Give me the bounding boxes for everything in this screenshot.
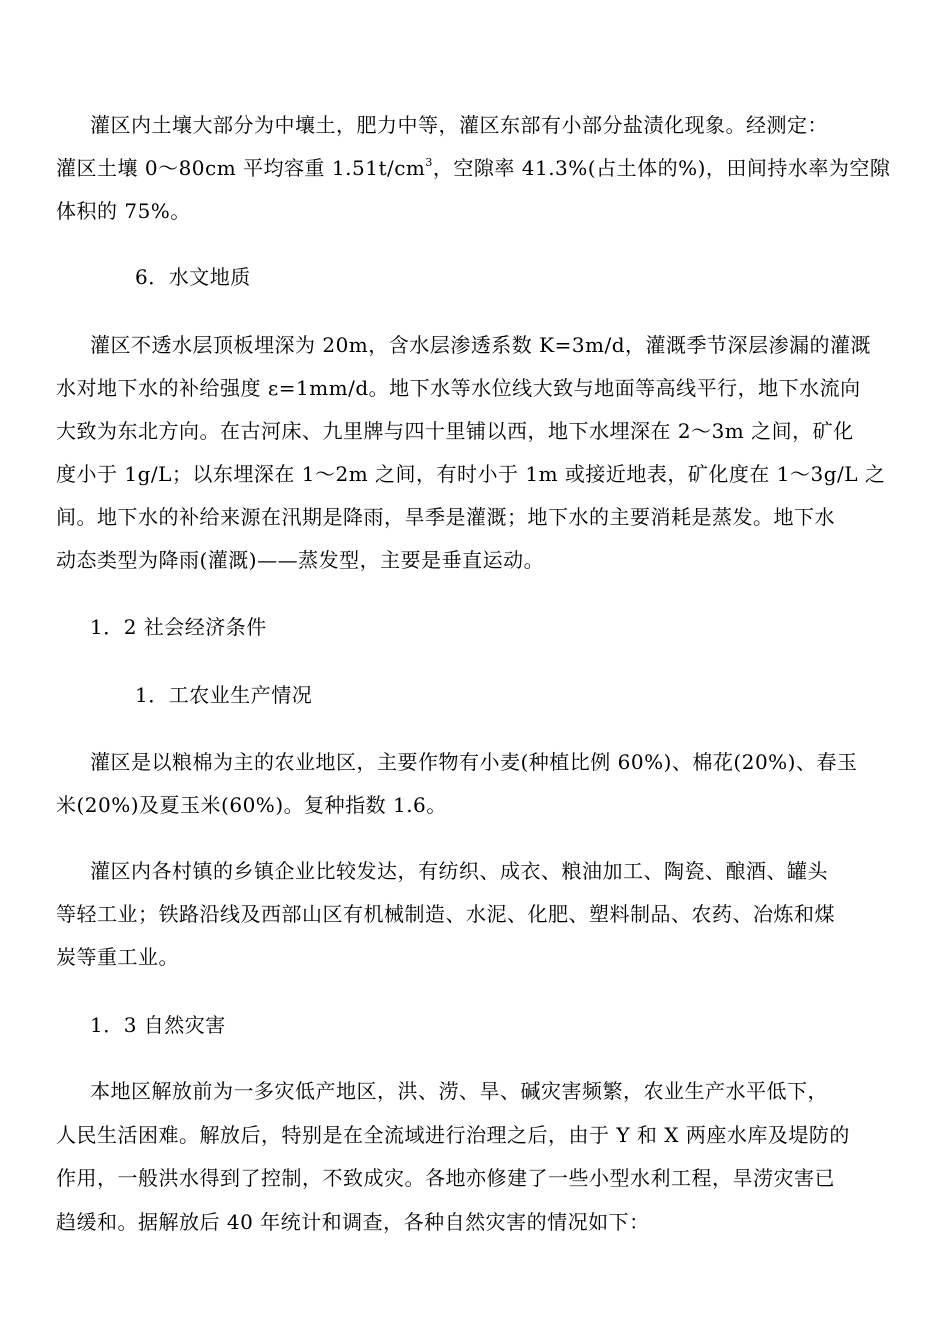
soil-line2-text-cont: ，空隙率 41.3%(占土体的%)，田间持水率为空隙 xyxy=(432,156,891,180)
subsection-heading-industry-agriculture: 1．工农业生产情况 xyxy=(135,683,313,707)
soil-paragraph-line-3: 体积的 75%。 xyxy=(56,199,191,223)
soil-line2-text: 灌区土壤 0～80cm 平均容重 1.51t/cm xyxy=(56,156,426,180)
hydro-paragraph-line-3: 大致为东北方向。在古河床、九里牌与四十里铺以西，地下水埋深在 2～3m 之间，矿化 xyxy=(56,419,854,443)
section-heading-natural-disasters: 1．3 自然灾害 xyxy=(90,1013,226,1037)
section-heading-social-economy: 1．2 社会经济条件 xyxy=(90,615,267,639)
section-heading-hydrogeology: 6．水文地质 xyxy=(135,265,251,289)
disaster-paragraph-line-3: 作用，一般洪水得到了控制，不致成灾。各地亦修建了一些小型水利工程，旱涝灾害已 xyxy=(56,1166,835,1190)
superscript-3: 3 xyxy=(425,156,433,169)
disaster-paragraph-line-1: 本地区解放前为一多灾低产地区，洪、涝、旱、碱灾害频繁，农业生产水平低下， xyxy=(90,1079,828,1103)
soil-paragraph-line-1: 灌区内土壤大部分为中壤土，肥力中等，灌区东部有小部分盐渍化现象。经测定： xyxy=(90,113,828,137)
hydro-paragraph-line-5: 间。地下水的补给来源在汛期是降雨，旱季是灌溉；地下水的主要消耗是蒸发。地下水 xyxy=(56,505,835,529)
hydro-paragraph-line-2: 水对地下水的补给强度 ε=1mm/d。地下水等水位线大致与地面等高线平行，地下水流向 xyxy=(56,376,861,400)
industry-paragraph-line-3: 炭等重工业。 xyxy=(56,945,179,969)
disaster-paragraph-line-4: 趋缓和。据解放后 40 年统计和调查，各种自然灾害的情况如下： xyxy=(56,1210,650,1234)
agri-paragraph-line-2: 米(20%)及夏玉米(60%)。复种指数 1.6。 xyxy=(56,793,447,817)
hydro-paragraph-line-4: 度小于 1g/L；以东埋深在 1～2m 之间，有时小于 1m 或接近地表，矿化度在 1～3g/L 之 xyxy=(56,462,886,486)
industry-paragraph-line-1: 灌区内各村镇的乡镇企业比较发达，有纺织、成衣、粮油加工、陶瓷、酿酒、罐头 xyxy=(90,859,828,883)
industry-paragraph-line-2: 等轻工业；铁路沿线及西部山区有机械制造、水泥、化肥、塑料制品、农药、冶炼和煤 xyxy=(56,902,835,926)
hydro-paragraph-line-6: 动态类型为降雨(灌溉)——蒸发型，主要是垂直运动。 xyxy=(56,548,545,572)
soil-paragraph-line-2 xyxy=(56,153,890,183)
agri-paragraph-line-1: 灌区是以粮棉为主的农业地区，主要作物有小麦(种植比例 60%)、棉花(20%)、春玉 xyxy=(90,750,858,774)
disaster-paragraph-line-2: 人民生活困难。解放后，特别是在全流域进行治理之后，由于 Y 和 X 两座水库及堤防的 xyxy=(56,1123,850,1147)
hydro-paragraph-line-1: 灌区不透水层顶板埋深为 20m，含水层渗透系数 K=3m/d，灌溉季节深层渗漏的灌溉 xyxy=(90,333,872,357)
